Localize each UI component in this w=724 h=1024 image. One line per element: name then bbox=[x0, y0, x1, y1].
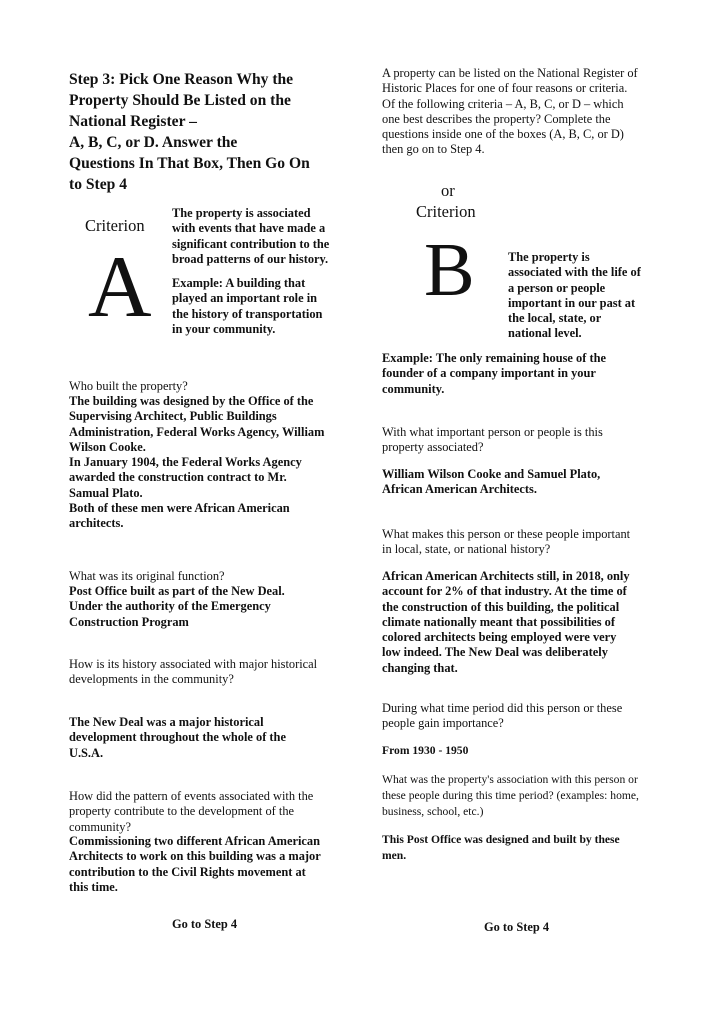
criterion-a-example: Example: A building that played an important role in the history of transportation in your community. bbox=[172, 276, 323, 336]
question-time-period: During what time period did this person or these people gain importance? bbox=[382, 701, 623, 731]
question-pattern-of-events: How did the pattern of events associated with the property contribute to the development of the community? bbox=[69, 789, 314, 834]
answer-associated-person: William Wilson Cooke and Samuel Plato, African American Architects. bbox=[382, 467, 601, 497]
criterion-a-label: Criterion bbox=[85, 216, 145, 235]
answer-historical-developments: The New Deal was a major historical development throughout the whole of the U.S.A. bbox=[69, 715, 286, 760]
question-who-built: Who built the property? bbox=[69, 379, 188, 393]
or-label: or bbox=[441, 181, 455, 200]
question-associated-person: With what important person or people is this property associated? bbox=[382, 425, 603, 455]
step3-heading: Step 3: Pick One Reason Why the Property Should Be Listed on the National Register – A, B, C, or D. Answer the Questions In That Box, Then Go On to Step 4 bbox=[69, 71, 310, 193]
criterion-b-letter: B bbox=[424, 228, 475, 312]
answer-time-period: From 1930 - 1950 bbox=[382, 744, 469, 757]
answer-property-association: This Post Office was designed and built by these men. bbox=[382, 833, 620, 862]
criterion-b-description: The property is associated with the life of a person or people important in our past at the local, state, or national level. bbox=[508, 250, 641, 341]
answer-pattern-of-events: Commissioning two different African American Architects to work on this building was a major contribution to the Civil Rights movement at this time. bbox=[69, 834, 321, 894]
criterion-b-label: Criterion bbox=[416, 202, 476, 221]
question-property-association: What was the property's association with this person or these people during this time period? (examples: home, business, school, etc.) bbox=[382, 773, 639, 818]
criterion-b-example: Example: The only remaining house of the founder of a company important in your community. bbox=[382, 351, 606, 396]
go-to-step-4-right: Go to Step 4 bbox=[484, 920, 550, 934]
criterion-a-description: The property is associated with events that have made a significant contribution to the broad patterns of our history. bbox=[172, 206, 330, 266]
question-historical-developments: How is its history associated with major historical developments in the community? bbox=[69, 657, 318, 687]
criterion-a-letter: A bbox=[88, 239, 152, 336]
answer-who-built: The building was designed by the Office of the Supervising Architect, Public Buildings Administration, Federal Works Agency, William Wilson Cooke. In January 1904, the Federal Works Agency awarded the construction contract to Mr. Samual Plato. Both of these men were African American architects. bbox=[69, 394, 325, 531]
question-importance: What makes this person or these people important in local, state, or national history? bbox=[382, 527, 631, 557]
answer-importance: African American Architects still, in 2018, only account for 2% of that industry. At the time of the construction of this building, the political climate nationally meant that possibilities of colored architects being employed were very low indeed. The New Deal was deliberately changing that. bbox=[382, 569, 630, 675]
question-original-function: What was its original function? bbox=[69, 569, 225, 583]
answer-original-function: Post Office built as part of the New Deal. Under the authority of the Emergency Construction Program bbox=[69, 584, 285, 629]
go-to-step-4-left: Go to Step 4 bbox=[172, 917, 238, 931]
register-intro: A property can be listed on the National Register of Historic Places for one of four reasons or criteria. Of the following criteria – A, B, C, or D – which one best describes the property? Complete the questions inside one of the boxes (A, B, C, or D) then go on to Step 4. bbox=[382, 66, 638, 157]
